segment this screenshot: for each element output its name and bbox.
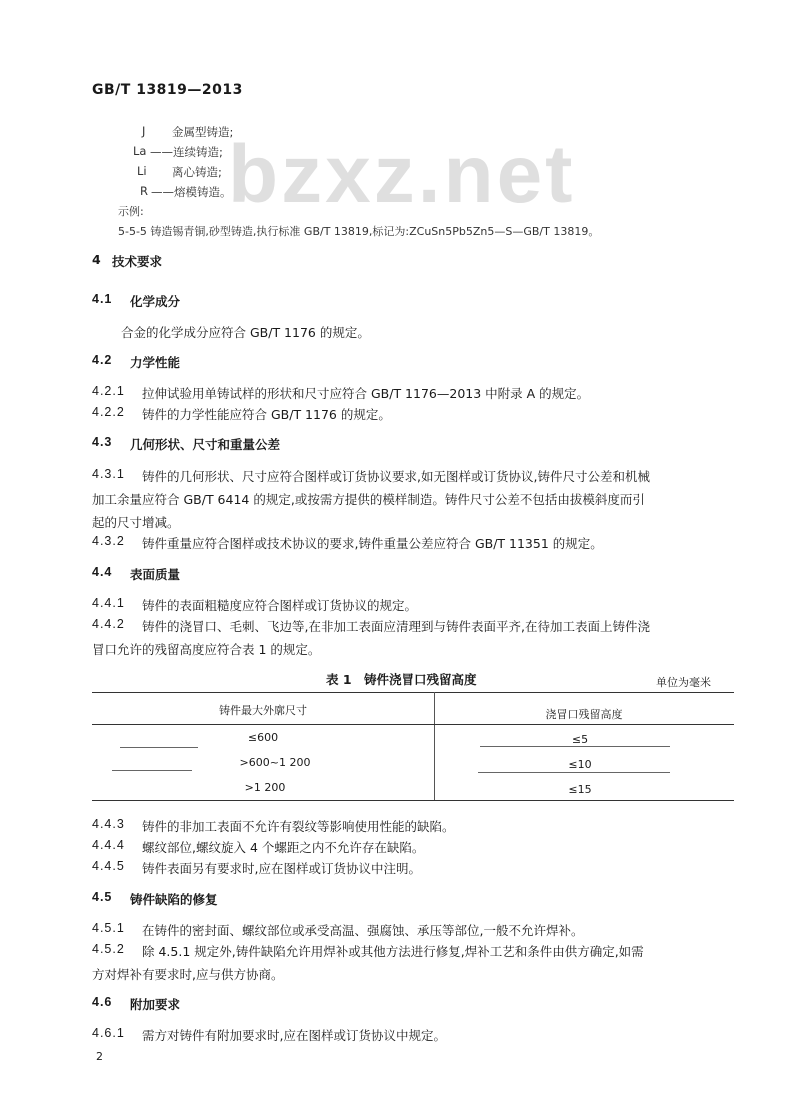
- table-header-size: 铸件最大外廓尺寸: [219, 704, 307, 717]
- section-4-3-number: 4.3: [92, 435, 113, 449]
- clause-4-2-2-number: 4.2.2: [92, 405, 125, 419]
- clause-4-2-2-text: 铸件的力学性能应符合 GB/T 1176 的规定。: [142, 407, 391, 422]
- table-header-height: 浇冒口残留高度: [545, 708, 623, 721]
- table-1-unit: 单位为毫米: [656, 676, 711, 689]
- section-4-title: 技术要求: [112, 254, 163, 269]
- clause-4-2-1-text: 拉伸试验用单铸试样的形状和尺寸应符合 GB/T 1176—2013 中附录 A 的规定。: [142, 386, 590, 401]
- clause-4-6-1-number: 4.6.1: [92, 1026, 125, 1040]
- clause-4-4-1-number: 4.4.1: [92, 596, 125, 610]
- section-4-2-number: 4.2: [92, 353, 113, 367]
- section-4-3-title: 几何形状、尺寸和重量公差: [130, 437, 281, 452]
- section-4-1-title: 化学成分: [130, 294, 181, 309]
- clause-4-3-2-text: 铸件重量应符合图样或技术协议的要求,铸件重量公差应符合 GB/T 11351 的规定。: [142, 536, 603, 551]
- code-r-desc: ——熔模铸造。: [151, 185, 232, 199]
- clause-4-3-1-number: 4.3.1: [92, 467, 125, 481]
- section-4-number: 4: [92, 252, 101, 267]
- standard-code: GB/T 13819—2013: [92, 82, 243, 98]
- section-4-4-number: 4.4: [92, 565, 113, 579]
- row-1-left-leader: [120, 747, 198, 748]
- clause-4-5-2-line2: 方对焊补有要求时,应与供方协商。: [92, 967, 284, 982]
- section-4-5-title: 铸件缺陷的修复: [130, 892, 218, 907]
- clause-4-4-3-text: 铸件的非加工表面不允许有裂纹等影响使用性能的缺陷。: [142, 819, 455, 834]
- code-li: Li: [137, 164, 147, 178]
- table-row-2-height: ≤10: [568, 758, 592, 771]
- row-2-left-leader: [112, 770, 192, 771]
- clause-4-3-1-line1: 铸件的几何形状、尺寸应符合图样或订货协议要求,如无图样或订货协议,铸件尺寸公差和机械: [142, 469, 650, 484]
- code-j: J: [142, 124, 146, 138]
- table-row-3-size: >1 200: [244, 781, 286, 794]
- watermark: bzxz.net: [228, 129, 576, 220]
- code-r: R: [140, 184, 148, 198]
- section-4-2-title: 力学性能: [130, 355, 181, 370]
- example-label: 示例:: [118, 205, 144, 218]
- row-1-right-leader: [480, 746, 670, 747]
- table-top-rule: [92, 692, 734, 693]
- example-text: 5-5-5 铸造锡青铜,砂型铸造,执行标准 GB/T 13819,标记为:ZCuSn5Pb5Zn5—S—GB/T 13819。: [118, 225, 600, 238]
- code-j-desc: 金属型铸造;: [172, 125, 234, 139]
- clause-4-5-1-text: 在铸件的密封面、螺纹部位或承受高温、强腐蚀、承压等部位,一般不允许焊补。: [142, 923, 584, 938]
- clause-4-4-4-number: 4.4.4: [92, 838, 125, 852]
- table-bottom-rule: [92, 800, 734, 801]
- table-header-rule: [92, 724, 734, 725]
- clause-4-4-2-number: 4.4.2: [92, 617, 125, 631]
- code-la: La: [133, 144, 147, 158]
- clause-4-5-1-number: 4.5.1: [92, 921, 125, 935]
- code-la-desc: ——连续铸造;: [150, 145, 223, 159]
- page-number: 2: [96, 1050, 103, 1063]
- table-row-2-size: >600~1 200: [239, 756, 311, 769]
- section-4-6-title: 附加要求: [130, 997, 181, 1012]
- table-row-3-height: ≤15: [568, 783, 592, 796]
- row-2-right-leader: [478, 772, 670, 773]
- clause-4-6-1-text: 需方对铸件有附加要求时,应在图样或订货协议中规定。: [142, 1028, 446, 1043]
- section-4-1-number: 4.1: [92, 292, 113, 306]
- clause-4-3-2-number: 4.3.2: [92, 534, 125, 548]
- section-4-4-title: 表面质量: [130, 567, 181, 582]
- clause-4-4-2-line1: 铸件的浇冒口、毛刺、飞边等,在非加工表面应清理到与铸件表面平齐,在待加工表面上铸件浇: [142, 619, 650, 634]
- clause-4-3-1-line3: 起的尺寸增减。: [92, 515, 180, 530]
- table-1-caption: 表 1 铸件浇冒口残留高度: [326, 672, 477, 687]
- clause-4-4-5-text: 铸件表面另有要求时,应在图样或订货协议中注明。: [142, 861, 421, 876]
- clause-4-5-2-number: 4.5.2: [92, 942, 125, 956]
- table-row-1-height: ≤5: [571, 733, 589, 746]
- section-4-6-number: 4.6: [92, 995, 113, 1009]
- clause-4-4-4-text: 螺纹部位,螺纹旋入 4 个螺距之内不允许存在缺陷。: [142, 840, 425, 855]
- clause-4-4-5-number: 4.4.5: [92, 859, 125, 873]
- section-4-5-number: 4.5: [92, 890, 113, 904]
- clause-4-4-2-line2: 冒口允许的残留高度应符合表 1 的规定。: [92, 642, 321, 657]
- clause-4-2-1-number: 4.2.1: [92, 384, 125, 398]
- clause-4-5-2-line1: 除 4.5.1 规定外,铸件缺陷允许用焊补或其他方法进行修复,焊补工艺和条件由供方确定,如需: [142, 944, 644, 959]
- table-row-1-size: ≤600: [247, 731, 279, 744]
- section-4-1-body: 合金的化学成分应符合 GB/T 1176 的规定。: [121, 325, 370, 340]
- clause-4-3-1-line2: 加工余量应符合 GB/T 6414 的规定,或按需方提供的模样制造。铸件尺寸公差不包括由拔模斜度而引: [92, 492, 645, 507]
- clause-4-4-3-number: 4.4.3: [92, 817, 125, 831]
- code-li-desc: 离心铸造;: [172, 165, 222, 179]
- clause-4-4-1-text: 铸件的表面粗糙度应符合图样或订货协议的规定。: [142, 598, 418, 613]
